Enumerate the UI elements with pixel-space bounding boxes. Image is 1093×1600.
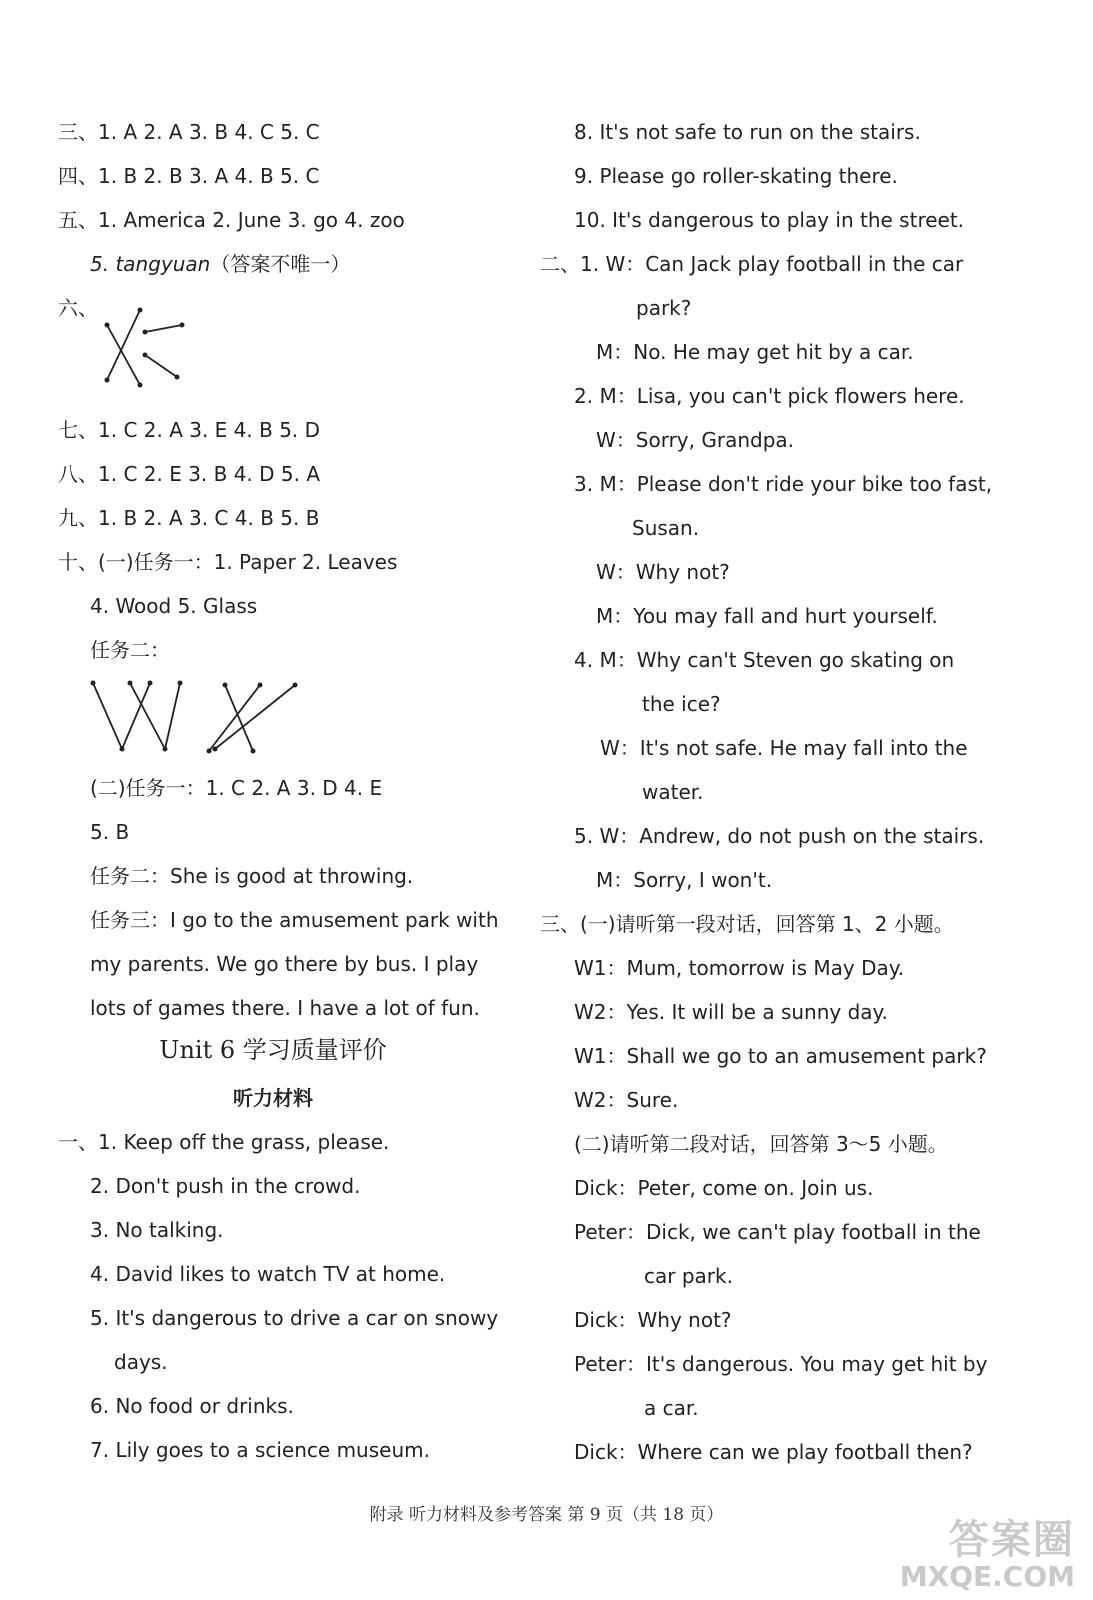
- matching-diagram-task-two: [85, 675, 305, 760]
- match-dot: [128, 681, 133, 686]
- match-dot: [175, 375, 180, 380]
- listening-line: 3. No talking.: [90, 1218, 224, 1242]
- match-dot: [223, 683, 228, 688]
- section-heading: 三、(一)请听第一段对话，回答第 1、2 小题。: [540, 912, 954, 936]
- match-dot: [258, 683, 263, 688]
- dialogue-line: Peter：Dick, we can't play football in the: [574, 1220, 981, 1244]
- answer-line-jiu: 九、1. B 2. A 3. C 4. B 5. B: [58, 506, 320, 530]
- dialogue-line: park?: [636, 296, 692, 320]
- dialogue-line: W：Sorry, Grandpa.: [596, 428, 795, 452]
- dialogue-line: the ice?: [642, 692, 721, 716]
- listening-line: 9. Please go roller-skating there.: [574, 164, 898, 188]
- match-dot: [180, 323, 185, 328]
- dialogue-line: W2：Yes. It will be a sunny day.: [574, 1000, 888, 1024]
- section-heading: (二)请听第二段对话，回答第 3～5 小题。: [574, 1132, 948, 1156]
- match-dot: [105, 378, 110, 383]
- answer-line-qi: 七、1. C 2. A 3. E 4. B 5. D: [58, 418, 321, 442]
- dialogue-line: Peter：It's dangerous. You may get hit by: [574, 1352, 988, 1376]
- watermark-logo: [900, 1518, 1075, 1592]
- match-dot: [143, 353, 148, 358]
- match-dot: [105, 323, 110, 328]
- listening-line: 7. Lily goes to a science museum.: [90, 1438, 430, 1462]
- match-dot: [163, 747, 168, 752]
- dialogue-line: W1：Mum, tomorrow is May Day.: [574, 956, 905, 980]
- answer-line-wu-5: [90, 252, 350, 276]
- dialogue-line: 二、1. W：Can Jack play football in the car: [540, 252, 964, 276]
- dialogue-line: Dick：Where can we play football then?: [574, 1440, 973, 1464]
- task-two-label: 任务二：: [90, 638, 170, 662]
- dialogue-line: M：You may fall and hurt yourself.: [596, 604, 938, 628]
- section-title: 听力材料: [233, 1086, 313, 1110]
- unit-title: Unit 6 学习质量评价: [159, 1036, 387, 1064]
- answer-line-shi-cont: 4. Wood 5. Glass: [90, 594, 258, 618]
- dialogue-line: Dick：Why not?: [574, 1308, 732, 1332]
- listening-line: 一、1. Keep off the grass, please.: [58, 1130, 390, 1154]
- match-dot: [251, 749, 256, 754]
- match-line: [107, 310, 140, 380]
- answer-line-er: (二)任务一：1. C 2. A 3. D 4. E: [90, 776, 383, 800]
- dialogue-line: water.: [642, 780, 704, 804]
- dialogue-line: W：It's not safe. He may fall into the: [600, 736, 968, 760]
- task-two-answer: 任务二：She is good at throwing.: [90, 864, 414, 888]
- dialogue-line: car park.: [644, 1264, 733, 1288]
- dialogue-line: W1：Shall we go to an amusement park?: [574, 1044, 987, 1068]
- answer-line-ba: 八、1. C 2. E 3. B 4. D 5. A: [58, 462, 321, 486]
- task-three-answer-cont: my parents. We go there by bus. I play: [90, 952, 479, 976]
- dialogue-line: 4. M：Why can't Steven go skating on: [574, 648, 955, 672]
- matching-diagram-liu: [95, 305, 195, 395]
- match-line: [165, 683, 180, 749]
- match-line: [145, 325, 182, 332]
- dialogue-line: M：No. He may get hit by a car.: [596, 340, 914, 364]
- answer-line-wu: 五、1. America 2. June 3. go 4. zoo: [58, 208, 405, 232]
- dialogue-line: Dick：Peter, come on. Join us.: [574, 1176, 874, 1200]
- answer-word: 5. tangyuan: [90, 252, 211, 276]
- match-line: [93, 683, 122, 749]
- answer-line-shi: 十、(一)任务一：1. Paper 2. Leaves: [58, 550, 398, 574]
- match-line: [215, 685, 295, 749]
- task-three-answer: 任务三：I go to the amusement park with: [90, 908, 499, 932]
- match-line: [225, 685, 253, 751]
- listening-line: 10. It's dangerous to play in the street.: [574, 208, 965, 232]
- match-dot: [148, 681, 153, 686]
- match-line: [107, 325, 140, 385]
- listening-line: 4. David likes to watch TV at home.: [90, 1262, 446, 1286]
- listening-line: days.: [114, 1350, 168, 1374]
- task-three-answer-cont: lots of games there. I have a lot of fun.: [90, 996, 480, 1020]
- match-dot: [138, 383, 143, 388]
- match-dot: [143, 330, 148, 335]
- match-dot: [178, 681, 183, 686]
- page-footer: 附录 听力材料及参考答案 第 9 页（共 18 页）: [369, 1505, 724, 1525]
- dialogue-line: Susan.: [632, 516, 700, 540]
- watermark-top: 答案圈: [949, 1517, 1075, 1563]
- listening-line: 6. No food or drinks.: [90, 1394, 294, 1418]
- answer-line-si: 四、1. B 2. B 3. A 4. B 5. C: [58, 164, 320, 188]
- answer-note: （答案不唯一）: [210, 252, 351, 276]
- answer-line-er-cont: 5. B: [90, 820, 130, 844]
- dialogue-line: W：Why not?: [596, 560, 730, 584]
- dialogue-line: M：Sorry, I won't.: [596, 868, 773, 892]
- match-line: [145, 355, 177, 377]
- answer-line-san: 三、1. A 2. A 3. B 4. C 5. C: [58, 120, 320, 144]
- match-dot: [213, 747, 218, 752]
- dialogue-line: W2：Sure.: [574, 1088, 679, 1112]
- match-dot: [138, 308, 143, 313]
- listening-line: 8. It's not safe to run on the stairs.: [574, 120, 921, 144]
- listening-line: 5. It's dangerous to drive a car on snowy: [90, 1306, 499, 1330]
- answer-line-liu: 六、: [58, 296, 98, 320]
- watermark-bottom: MXQE.COM: [899, 1560, 1075, 1593]
- dialogue-line: 5. W：Andrew, do not push on the stairs.: [574, 824, 985, 848]
- match-dot: [207, 749, 212, 754]
- dialogue-line: 2. M：Lisa, you can't pick flowers here.: [574, 384, 965, 408]
- dialogue-line: a car.: [644, 1396, 699, 1420]
- dialogue-line: 3. M：Please don't ride your bike too fast,: [574, 472, 993, 496]
- match-dot: [120, 747, 125, 752]
- match-dot: [91, 681, 96, 686]
- match-dot: [293, 683, 298, 688]
- listening-line: 2. Don't push in the crowd.: [90, 1174, 361, 1198]
